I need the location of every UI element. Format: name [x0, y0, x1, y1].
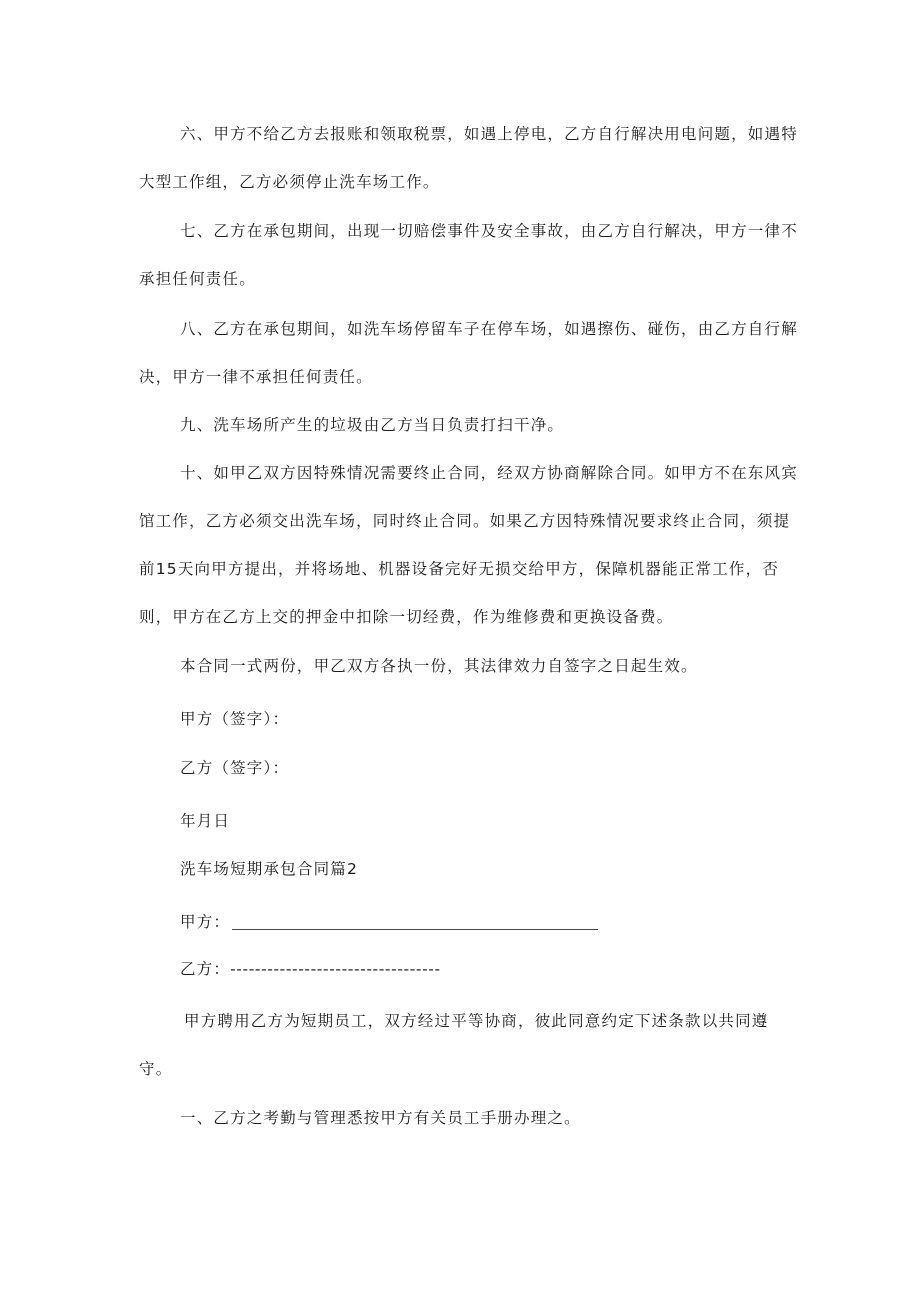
clause-7-text: 七、乙方在承包期间，出现一切赔偿事件及安全事故，由乙方自行解决，甲方一律不承担任何责任。 — [139, 222, 798, 288]
clause-6-text: 六、甲方不给乙方去报账和领取税票，如遇上停电，乙方自行解决用电问题，如遇特大型工作组，乙方必须停止洗车场工作。 — [139, 125, 798, 191]
clause-10-paragraph — [139, 449, 799, 641]
section2-clause-1-paragraph — [139, 1094, 799, 1142]
party-a-signature-line: 甲方（签字）： — [180, 710, 290, 728]
clause-10-text: 十、如甲乙双方因特殊情况需要终止合同，经双方协商解除合同。如甲方不在东风宾馆工作，乙方必须交出洗车场，同时终止合同。如果乙方因特殊情况要求终止合同，须提前15天向甲方提出，并将场地、机器设备完好无损交给甲方，保障机器能正常工作，否则，甲方在乙方上交的押金中扣除一切经费，作为维修费和更换设备费。 — [139, 464, 798, 626]
validity-paragraph — [139, 642, 799, 690]
section2-clause-1-text: 一、乙方之考勤与管理悉按甲方有关员工手册办理之。 — [180, 1109, 581, 1127]
section2-party-a-row — [180, 898, 598, 946]
clause-7-paragraph — [139, 207, 799, 303]
clause-8-paragraph — [139, 305, 799, 401]
clause-9-text: 九、洗车场所产生的垃圾由乙方当日负责打扫干净。 — [180, 416, 565, 434]
date-line: 年月日 — [180, 812, 231, 830]
clause-8-text: 八、乙方在承包期间，如洗车场停留车子在停车场，如遇擦伤、碰伤，由乙方自行解决，甲方一律不承担任何责任。 — [139, 320, 798, 386]
section2-intro-text: 甲方聘用乙方为短期员工，双方经过平等协商，彼此同意约定下述条款以共同遵守。 — [139, 1012, 769, 1078]
section2-party-b-row — [180, 945, 441, 993]
section2-party-b-label: 乙方： — [180, 960, 231, 978]
clause-9-paragraph — [139, 401, 799, 449]
party-b-signature-line: 乙方（签字）： — [180, 759, 290, 777]
section2-title: 洗车场短期承包合同篇2 — [180, 860, 359, 878]
validity-text: 本合同一式两份，甲乙双方各执一份，其法律效力自签字之日起生效。 — [180, 657, 698, 675]
clause-6-paragraph — [139, 110, 799, 206]
section2-intro-paragraph — [139, 997, 799, 1093]
section2-party-a-label: 甲方： — [180, 913, 231, 931]
party-b-blank-line: ---------------------------------- — [230, 960, 441, 978]
party-a-blank-line — [232, 928, 598, 930]
